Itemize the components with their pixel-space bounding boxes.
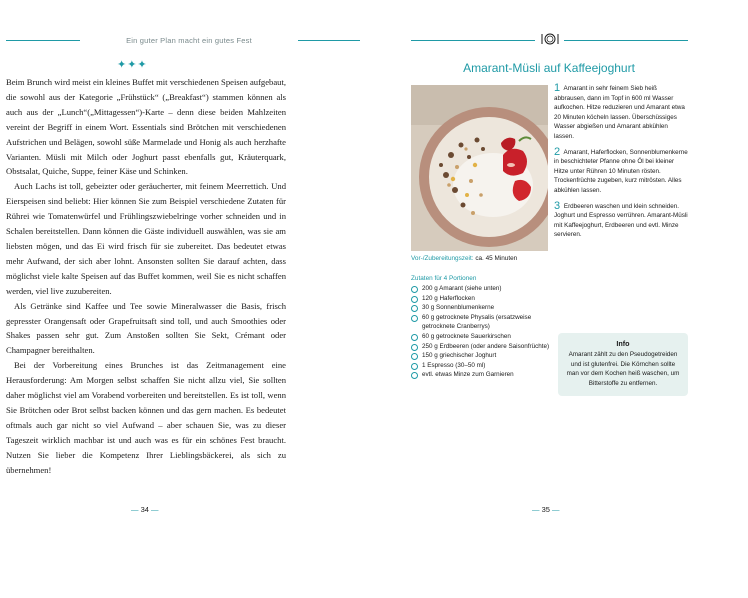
plate-cutlery-icon [540, 33, 560, 45]
folio-number: 34 [140, 505, 149, 514]
list-item [411, 294, 551, 304]
list-item [411, 303, 551, 313]
list-item [411, 284, 551, 294]
recipe-steps [554, 84, 689, 246]
paragraph: Auch Lachs ist toll, gebeizter oder geräucherter, mit feinem Meerrettich. Und Eierspeisen sind beliebt: Hier können Sie zum Beispiel verschiedene Zutaten für Rührei wie Tomatenwürfel und Frühlingszwiebelringe vorher schneiden und in Schalen bereitstellen. Dann können die Gäste individuell auswählen, was sie am liebsten mögen, und das Ei wird frisch für sie zubereitet. Das bedeutet etwas mehr Aufwand, der sich aber lohnt. Ansonsten sollten Sie darauf achten, dass möglichst viele kalte Speisen auf das Buffet kommen, weil Sie es nicht schaffen werden, viel live zuzubereiten. [6, 181, 286, 296]
paragraph: Bei der Vorbereitung eines Brunches ist das Zeitmanagement eine Herausforderung: Am Morgen selbst schaffen Sie nicht allzu viel, Sie sollten daher möglichst viel am Vorabend vorbereiten und bereitstellen. Es ist toll, wenn Sie Brötchen oder Brot selbst backen können und das gern machen. Es bedeutet oftmals auch gar nicht so viel Aufwand – aber schauen Sie, was zu dieser Tageszeit wirklich machbar ist und auch was es für ein schönes Fest braucht. Nutzen Sie lieber die Kompetenz Ihrer Lieblingsbäckerei, als sich zu übernehmen! [6, 360, 286, 475]
ingredients-list [411, 284, 551, 380]
ingredient-text: 250 g Erdbeeren (oder andere Saisonfrüchte) [422, 342, 550, 350]
list-item [411, 313, 551, 332]
recipe-step [554, 199, 689, 240]
page-number-right: — 35 — [532, 505, 560, 514]
muesli-photo [411, 85, 548, 251]
header-rule-left [6, 40, 80, 41]
circle-bullet-icon [411, 353, 418, 360]
list-item [411, 332, 551, 342]
step-text: Erdbeeren waschen und klein schneiden. Joghurt und Espresso verrühren. Amarant-Müsli mit Kaffeejoghurt, Erdbeeren und evtl. Minze servieren. [554, 202, 688, 239]
recipe-step [554, 84, 689, 142]
step-text: Amarant, Haferflocken, Sonnenblumenkerne in beschichteter Pfanne ohne Öl bei kleiner Hitze unter Rühren 10 Minuten rösten. Trockenfrüchte zugeben, kurz mitrösten. Alles abkühlen lassen. [554, 148, 688, 194]
ingredients-heading: Zutaten für 4 Portionen [411, 275, 477, 282]
ornament-stars: ✦✦✦ [117, 58, 148, 71]
recipe-title: Amarant-Müsli auf Kaffeejoghurt [463, 61, 635, 75]
body-text [6, 75, 286, 477]
right-page [374, 0, 748, 598]
recipe-step [554, 145, 689, 196]
ingredient-text: 200 g Amarant (siehe unten) [422, 285, 502, 292]
prep-time-value: ca. 45 Minuten [475, 255, 518, 262]
circle-bullet-icon [411, 296, 418, 303]
folio-number: 35 [541, 505, 550, 514]
ingredient-text: 60 g getrocknete Sauerkirschen [422, 332, 511, 340]
info-title: Info [616, 339, 630, 348]
paragraph: Als Getränke sind Kaffee und Tee sowie Mineralwasser die Basis, frisch gepresster Orangensaft oder Grapefruitsaft sind toll, und auch Smoothies oder Shakes passen sehr gut. Zum Anstoßen sollten Sie Sekt, Crémant oder Champagner bereithalten. [6, 300, 286, 356]
circle-bullet-icon [411, 363, 418, 370]
circle-bullet-icon [411, 315, 418, 322]
header-rule-right [564, 40, 688, 41]
ingredient-text: 150 g griechischer Joghurt [422, 352, 497, 360]
ingredient-text: evtl. etwas Minze zum Garnieren [422, 371, 514, 379]
circle-bullet-icon [411, 286, 418, 293]
ingredient-text: 60 g getrocknete Physalis (ersatzweise getrocknete Cranberrys) [422, 313, 532, 331]
list-item [411, 370, 551, 380]
circle-bullet-icon [411, 305, 418, 312]
list-item [411, 361, 551, 371]
ingredient-text: 120 g Haferflocken [422, 294, 475, 302]
prep-time [411, 255, 517, 262]
circle-bullet-icon [411, 334, 418, 341]
step-number: 1 [554, 82, 561, 94]
running-head: Ein guter Plan macht ein gutes Fest [126, 36, 252, 45]
circle-bullet-icon [411, 372, 418, 379]
prep-time-label: Vor-/Zubereitungszeit: [411, 255, 474, 262]
list-item [411, 351, 551, 361]
paragraph: Beim Brunch wird meist ein kleines Buffet mit verschiedenen Speisen aufgebaut, die sowohl aus der Kategorie „Frühstück“ („Breakfast“) stammen können als auch aus der „Lunch“(„Mittagessen“)-Karte – denn diese beiden Mahlzeiten vereint der Begriff in einem Wort. Essentials sind Brötchen mit verschiedenen Aufstrichen und Belägen, sowohl süße Marmelade und Honig als auch herzhafte Varianten. Müsli mit Milch oder Joghurt passt ebenfalls gut, Kräuterquark, Obstsalat, Quiche, Suppe, feiner Käse und Schinken. [6, 77, 286, 177]
header-rule-left [411, 40, 535, 41]
list-item [411, 342, 551, 352]
ingredient-text: 30 g Sonnenblumenkerne [422, 304, 495, 312]
step-number: 3 [554, 199, 561, 212]
info-text: Amarant zählt zu den Pseudogetreiden und ist glutenfrei. Die Körnchen sollte man vor dem Kochen heiß waschen, um Bitterstoffe zu entfernen. [566, 351, 680, 387]
ingredient-text: 1 Espresso (30–50 ml) [422, 361, 486, 369]
step-text: Amarant in sehr feinem Sieb heiß abbrausen, dann im Topf in 600 ml Wasser aufkochen. Hitze reduzieren und Amarant etwa 20 Minuten köcheln lassen. Überschüssiges Wasser abgießen und Amarant abkühlen lassen. [554, 85, 685, 140]
circle-bullet-icon [411, 344, 418, 351]
page-number-left: — 34 — [131, 505, 159, 514]
info-box [558, 333, 688, 396]
step-number: 2 [554, 145, 561, 158]
header-rule-right [298, 40, 360, 41]
